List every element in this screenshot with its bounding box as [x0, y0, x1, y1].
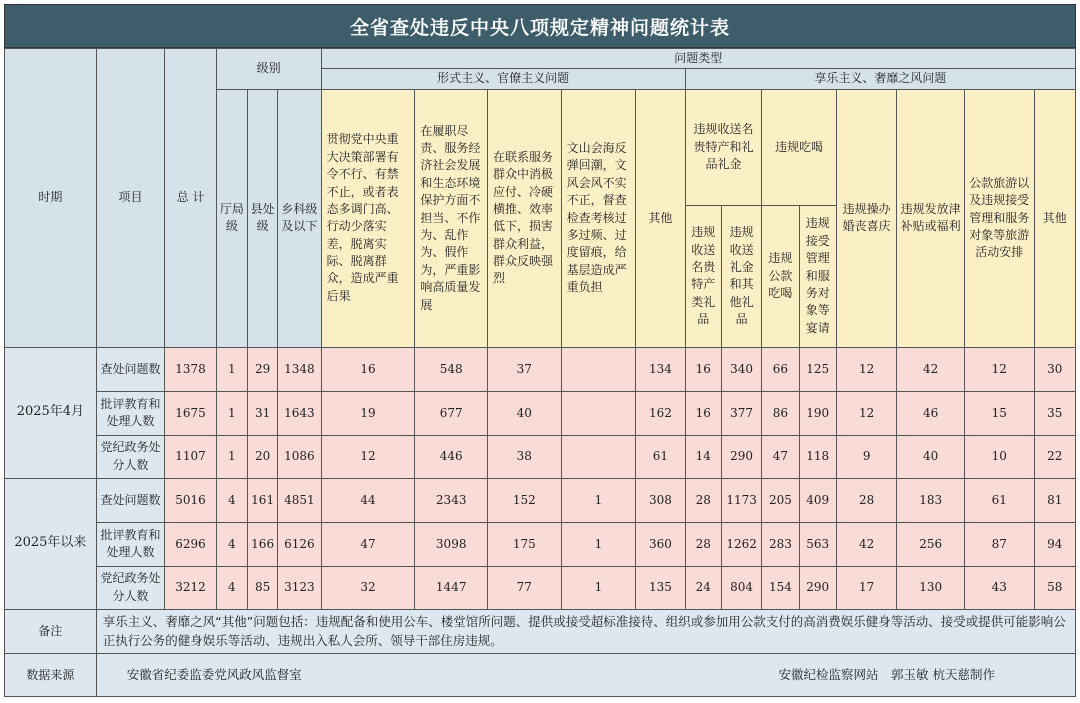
table-row	[5, 391, 1076, 435]
value-wedding-funeral: 12	[836, 391, 897, 435]
value-gift-specialty: 28	[685, 522, 721, 566]
value-level-dept: 4	[216, 566, 247, 609]
value-gift-money: 377	[721, 391, 761, 435]
value-gift-money: 340	[721, 347, 761, 391]
value-gift-money: 1262	[721, 522, 761, 566]
value-formalism-2: 2343	[415, 478, 488, 522]
table-row	[5, 566, 1076, 609]
value-allowance: 46	[897, 391, 965, 435]
header-problem-type: 问题类型	[321, 49, 1075, 69]
value-wedding-funeral: 28	[836, 478, 897, 522]
value-level-county: 85	[248, 566, 278, 609]
value-formalism-4: 1	[561, 478, 636, 522]
period-cell: 2025年4月	[5, 347, 97, 478]
value-allowance: 130	[897, 566, 965, 609]
header-level-township: 乡科级及以下	[278, 89, 321, 347]
value-formalism-4	[561, 435, 636, 478]
header-gift-specialty: 违规收送名贵特产类礼品	[685, 205, 721, 347]
value-formalism-1: 47	[321, 522, 415, 566]
value-formalism-other: 308	[636, 478, 685, 522]
value-formalism-other: 162	[636, 391, 685, 435]
value-gift-specialty: 28	[685, 478, 721, 522]
value-hedonism-other: 22	[1034, 435, 1075, 478]
value-allowance: 40	[897, 435, 965, 478]
value-formalism-2: 446	[415, 435, 488, 478]
value-travel: 12	[964, 347, 1034, 391]
value-level-township: 1086	[278, 435, 321, 478]
value-wedding-funeral: 17	[836, 566, 897, 609]
value-formalism-1: 12	[321, 435, 415, 478]
value-dining-public: 283	[762, 522, 799, 566]
value-dining-banquet: 290	[799, 566, 836, 609]
source-right: 安徽纪检监察网站 郭玉敏 杭天慈制作	[778, 667, 995, 683]
value-gift-specialty: 24	[685, 566, 721, 609]
value-formalism-4: 1	[561, 566, 636, 609]
value-dining-banquet: 118	[799, 435, 836, 478]
value-level-county: 20	[248, 435, 278, 478]
value-gift-specialty: 14	[685, 435, 721, 478]
value-formalism-2: 548	[415, 347, 488, 391]
value-formalism-4	[561, 347, 636, 391]
statistics-document	[4, 4, 1076, 699]
value-gift-money: 804	[721, 566, 761, 609]
header-level: 级别	[216, 49, 321, 90]
value-allowance: 183	[897, 478, 965, 522]
source-row	[96, 654, 1075, 697]
note-text: 享乐主义、奢靡之风“其他”问题包括：违规配备和使用公车、楼堂馆所问题、提供或接受超标准接待、组织或参加用公款支付的高消费娱乐健身等活动、接受或提供可能影响公正执行公务的健身娱乐等活动、违规出入私人会所、领导干部住房违规。	[96, 609, 1075, 654]
value-formalism-3: 175	[488, 522, 562, 566]
header-formalism: 形式主义、官僚主义问题	[321, 69, 685, 89]
header-wedding-funeral: 违规操办婚丧喜庆	[836, 89, 897, 347]
header-hedonism-other: 其他	[1034, 89, 1075, 347]
value-level-township: 1643	[278, 391, 321, 435]
value-travel: 43	[964, 566, 1034, 609]
value-formalism-other: 61	[636, 435, 685, 478]
page-title: 全省查处违反中央八项规定精神问题统计表	[4, 4, 1076, 48]
value-formalism-other: 134	[636, 347, 685, 391]
value-gift-money: 290	[721, 435, 761, 478]
value-level-county: 29	[248, 347, 278, 391]
header-gift-group: 违规收送名贵特产和礼品礼金	[685, 89, 762, 205]
value-dining-public: 154	[762, 566, 799, 609]
value-travel: 15	[964, 391, 1034, 435]
table-row	[5, 522, 1076, 566]
value-level-county: 31	[248, 391, 278, 435]
value-formalism-4	[561, 391, 636, 435]
source-label: 数据来源	[5, 654, 97, 697]
value-gift-specialty: 16	[685, 347, 721, 391]
value-travel: 10	[964, 435, 1034, 478]
value-level-township: 3123	[278, 566, 321, 609]
value-level-dept: 4	[216, 522, 247, 566]
value-gift-specialty: 16	[685, 391, 721, 435]
value-formalism-3: 37	[488, 347, 562, 391]
value-formalism-4: 1	[561, 522, 636, 566]
value-formalism-3: 38	[488, 435, 562, 478]
note-label: 备注	[5, 609, 97, 654]
value-formalism-2: 3098	[415, 522, 488, 566]
value-level-township: 1348	[278, 347, 321, 391]
value-total: 6296	[165, 522, 216, 566]
value-allowance: 256	[897, 522, 965, 566]
header-formalism-1: 贯彻党中央重大决策部署有令不行、有禁不止，或者表态多调门高、行动少落实差，脱离实际、脱离群众，造成严重后果	[321, 89, 415, 347]
header-dining-banquet: 违规接受管理和服务对象等宴请	[799, 205, 836, 347]
value-hedonism-other: 81	[1034, 478, 1075, 522]
item-cell: 党纪政务处分人数	[96, 435, 165, 478]
value-total: 1378	[165, 347, 216, 391]
value-dining-banquet: 125	[799, 347, 836, 391]
value-hedonism-other: 94	[1034, 522, 1075, 566]
header-formalism-other: 其他	[636, 89, 685, 347]
header-gift-money: 违规收送礼金和其他礼品	[721, 205, 761, 347]
header-level-county: 县处级	[248, 89, 278, 347]
value-level-county: 161	[248, 478, 278, 522]
value-formalism-3: 152	[488, 478, 562, 522]
header-travel: 公款旅游以及违规接受管理和服务对象等旅游活动安排	[964, 89, 1034, 347]
value-gift-money: 1173	[721, 478, 761, 522]
period-cell: 2025年以来	[5, 478, 97, 609]
value-dining-public: 47	[762, 435, 799, 478]
value-allowance: 42	[897, 347, 965, 391]
value-dining-public: 66	[762, 347, 799, 391]
table-row	[5, 347, 1076, 391]
header-dining-group: 违规吃喝	[762, 89, 837, 205]
value-level-dept: 1	[216, 391, 247, 435]
value-level-township: 6126	[278, 522, 321, 566]
value-level-dept: 1	[216, 347, 247, 391]
value-level-county: 166	[248, 522, 278, 566]
value-formalism-3: 77	[488, 566, 562, 609]
value-wedding-funeral: 12	[836, 347, 897, 391]
value-wedding-funeral: 9	[836, 435, 897, 478]
table-row	[5, 478, 1076, 522]
item-cell: 批评教育和处理人数	[96, 391, 165, 435]
value-total: 3212	[165, 566, 216, 609]
value-formalism-other: 135	[636, 566, 685, 609]
value-hedonism-other: 58	[1034, 566, 1075, 609]
value-formalism-1: 32	[321, 566, 415, 609]
header-allowance: 违规发放津补贴或福利	[897, 89, 965, 347]
value-dining-banquet: 190	[799, 391, 836, 435]
value-total: 1675	[165, 391, 216, 435]
value-hedonism-other: 35	[1034, 391, 1075, 435]
header-formalism-4: 文山会海反弹回潮，文风会风不实不正，督查检查考核过多过频、过度留痕，给基层造成严重负担	[561, 89, 636, 347]
value-total: 5016	[165, 478, 216, 522]
value-total: 1107	[165, 435, 216, 478]
source-left: 安徽省纪委监委党风政风监督室	[126, 667, 302, 683]
value-formalism-2: 1447	[415, 566, 488, 609]
value-formalism-3: 40	[488, 391, 562, 435]
value-formalism-2: 677	[415, 391, 488, 435]
header-item: 项目	[96, 49, 165, 348]
value-dining-banquet: 409	[799, 478, 836, 522]
value-travel: 87	[964, 522, 1034, 566]
header-formalism-3: 在联系服务群众中消极应付、冷硬横推、效率低下，损害群众利益，群众反映强烈	[488, 89, 562, 347]
statistics-table	[4, 48, 1076, 697]
value-formalism-1: 19	[321, 391, 415, 435]
item-cell: 查处问题数	[96, 347, 165, 391]
header-total: 总 计	[165, 49, 216, 348]
item-cell: 党纪政务处分人数	[96, 566, 165, 609]
item-cell: 查处问题数	[96, 478, 165, 522]
value-wedding-funeral: 42	[836, 522, 897, 566]
value-hedonism-other: 30	[1034, 347, 1075, 391]
value-level-township: 4851	[278, 478, 321, 522]
item-cell: 批评教育和处理人数	[96, 522, 165, 566]
value-dining-public: 205	[762, 478, 799, 522]
header-hedonism: 享乐主义、奢靡之风问题	[685, 69, 1075, 89]
value-dining-public: 86	[762, 391, 799, 435]
value-formalism-other: 360	[636, 522, 685, 566]
header-formalism-2: 在履职尽责、服务经济社会发展和生态环境保护方面不担当、不作为、乱作为、假作为，严重影响高质量发展	[415, 89, 488, 347]
header-dining-public: 违规公款吃喝	[762, 205, 799, 347]
value-dining-banquet: 563	[799, 522, 836, 566]
value-travel: 61	[964, 478, 1034, 522]
table-row	[5, 435, 1076, 478]
value-formalism-1: 44	[321, 478, 415, 522]
value-formalism-1: 16	[321, 347, 415, 391]
value-level-dept: 1	[216, 435, 247, 478]
header-level-dept: 厅局级	[216, 89, 247, 347]
value-level-dept: 4	[216, 478, 247, 522]
header-period: 时期	[5, 49, 97, 348]
